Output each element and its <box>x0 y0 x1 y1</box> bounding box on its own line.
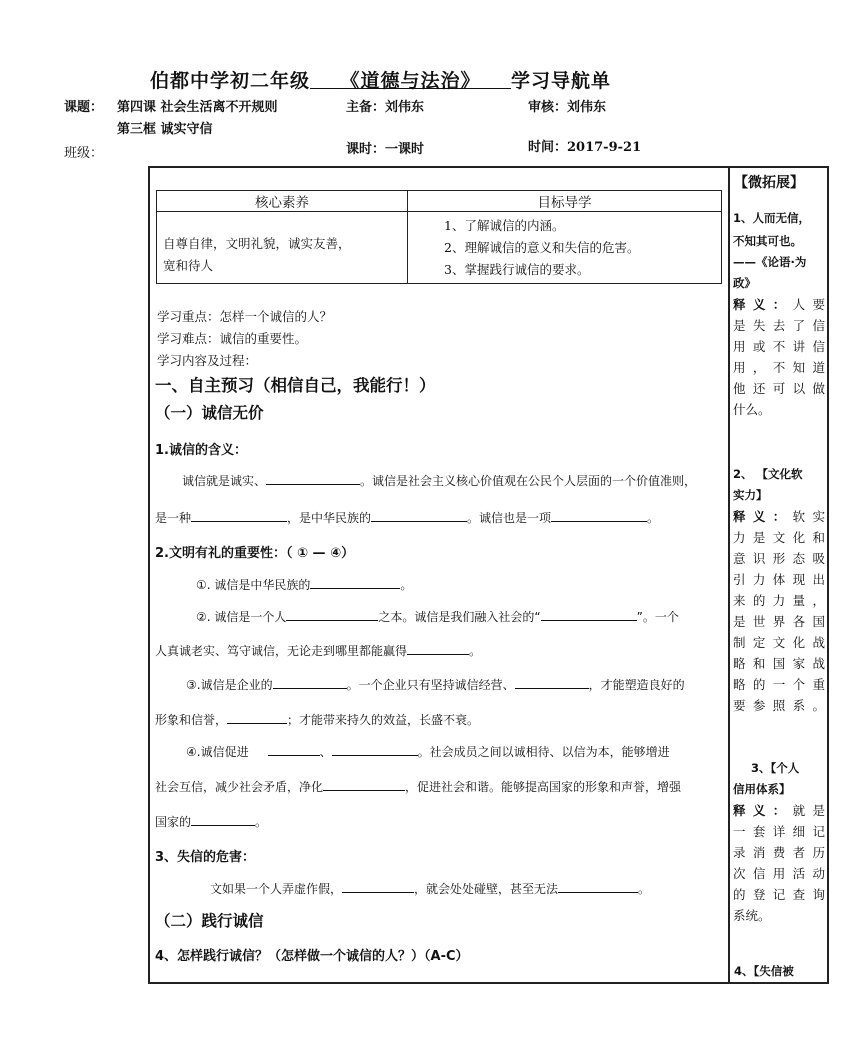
sidebar-entry-1: 1、人而无信， 不知其可也。 ——《论语·为 政》 释义：人要 是失去了信 用或不讲信 用，不知道 他还可以做 什么。 <box>733 211 825 417</box>
goal-item: 2、理解诚信的意义和失信的危害。 <box>444 239 640 255</box>
answer-blank[interactable] <box>371 510 467 522</box>
sidebar-divider <box>728 166 730 984</box>
class-label: 班级： <box>64 146 104 161</box>
page-title <box>150 66 611 93</box>
title-prefix: 伯都中学初二年级 <box>150 70 311 92</box>
study-focus: 学习重点：怎样一个诚信的人？ <box>157 309 333 324</box>
question-4: 4、怎样践行诚信？（怎样做一个诚信的人？）（A-C） <box>155 949 469 964</box>
harm-line: 文如果一个人弄虚作假， ，就会处处碰壁，甚至无法 。 <box>210 882 651 896</box>
item-1: ①. 诚信是中华民族的 。 <box>196 578 413 592</box>
study-difficulty: 学习难点：诚信的重要性。 <box>157 331 308 346</box>
question-1: 1.诚信的含义： <box>155 443 247 458</box>
item-2-line1: ②. 诚信是一个人 之本。诚信是我们融入社会的“ ”。一个 <box>196 610 679 624</box>
col2-header: 目标导学 <box>408 191 722 212</box>
core-literacy-cell <box>157 212 408 284</box>
item-4-line1: ④.诚信促进 、 。社会成员之间以诚相待、以信为本，能够增进 <box>186 745 670 759</box>
answer-blank[interactable] <box>191 510 287 522</box>
question-2: 2.文明有礼的重要性：（ ① — ④） <box>155 546 355 561</box>
item-4-line3: 国家的 。 <box>155 815 268 829</box>
title-subject: 《道德与法治》 <box>340 70 481 92</box>
goal-item: 1、了解诚信的内涵。 <box>444 217 565 233</box>
answer-blank[interactable] <box>273 677 347 689</box>
goal-item: 3、掌握践行诚信的要求。 <box>444 261 590 277</box>
core-text-2: 宽和待人 <box>163 258 214 273</box>
title-suffix: 学习导航单 <box>510 70 611 92</box>
answer-blank[interactable] <box>227 712 287 724</box>
lesson-line2: 第三框 诚实守信 <box>117 122 213 137</box>
item-3-line2: 形象和信誉， ；才能带来持久的效益，长盛不衰。 <box>155 713 480 727</box>
goals-cell <box>408 212 722 284</box>
period: 课时：一课时 <box>346 142 425 157</box>
answer-blank[interactable] <box>323 779 405 791</box>
answer-blank[interactable] <box>286 609 378 621</box>
subsection-2-title: （二）践行诚信 <box>155 912 264 930</box>
lesson-line1: 第四课 社会生活离不开规则 <box>117 100 278 115</box>
answer-blank[interactable] <box>407 643 469 655</box>
subsection-1-title: （一）诚信无价 <box>155 404 264 422</box>
question-3: 3、失信的危害： <box>155 850 256 865</box>
answer-blank[interactable] <box>515 677 589 689</box>
core-table <box>156 190 722 284</box>
answer-blank[interactable] <box>558 881 638 893</box>
sidebar-entry-4-title: 4、【失信被 <box>734 964 794 978</box>
section-1-title: 一、自主预习（相信自己，我能行！） <box>155 376 436 395</box>
core-text-1: 自尊自律，文明礼貌，诚实友善， <box>163 236 351 251</box>
date: 时间：2017-9-21 <box>528 140 642 155</box>
paragraph-meaning-line1: 诚信就是诚实、 。诚信是社会主义核心价值观在公民个人层面的一个价值准则， <box>182 474 697 488</box>
sidebar-title: 【微拓展】 <box>734 175 804 191</box>
lesson-label: 课题： <box>64 100 104 115</box>
answer-blank[interactable] <box>266 473 360 485</box>
study-process: 学习内容及过程： <box>157 353 258 368</box>
item-3-line1: ③.诚信是企业的 。一个企业只有坚持诚信经营、 ，才能塑造良好的 <box>186 678 685 692</box>
answer-blank[interactable] <box>551 510 647 522</box>
author: 主备：刘伟东 <box>346 100 425 115</box>
sidebar-entry-2: 2、 【文化软 实力】 释义：软实 力是文化和 意识形态吸 引力体现出 来的力量， 是世界各国 制定文化战 略和国家战 略的一个重 要参照系。 <box>733 467 825 713</box>
item-4-line2: 社会互信，减少社会矛盾，净化 ，促进社会和谐。能够提高国家的形象和声誉，增强 <box>155 780 682 794</box>
answer-blank[interactable] <box>332 744 418 756</box>
reviewer: 审核：刘伟东 <box>528 100 607 115</box>
sidebar-entry-3: 3、【个人 信用体系】 释义：就是 一套详细记 录消费者历 次信用活动 的登记查询 系统。 <box>733 761 825 923</box>
col1-header: 核心素养 <box>157 191 408 212</box>
answer-blank[interactable] <box>191 814 255 826</box>
answer-blank[interactable] <box>268 744 320 756</box>
answer-blank[interactable] <box>342 881 414 893</box>
paragraph-meaning-line2: 是一种 ，是中华民族的 。诚信也是一项 。 <box>155 511 660 525</box>
answer-blank[interactable] <box>310 577 400 589</box>
answer-blank[interactable] <box>541 609 637 621</box>
item-2-line2: 人真诚老实、笃守诚信，无论走到哪里都能赢得 。 <box>155 644 482 658</box>
